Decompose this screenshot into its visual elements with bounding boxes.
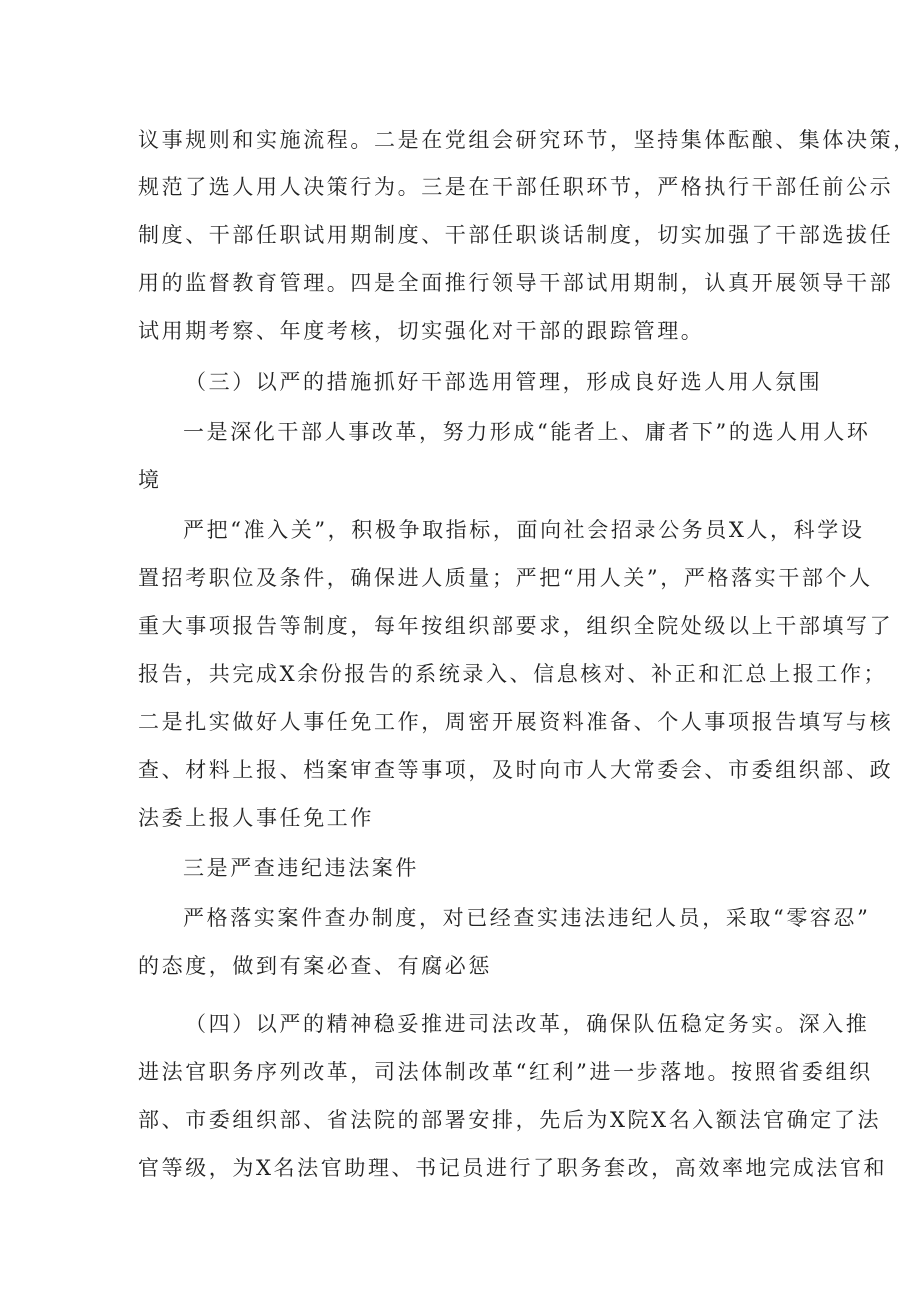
text-line: 置招考职位及条件，确保进人质量；严把“用人关”，严格落实干部个人 (138, 566, 873, 590)
text-line: 法委上报人事任免工作 (138, 806, 374, 830)
text-line: 报告，共完成X余份报告的系统录入、信息核对、补正和汇总上报工作； (138, 662, 888, 686)
text-line: 的态度，做到有案必查、有腐必惩 (138, 954, 492, 978)
subheading: 一是深化干部人事改革，努力形成“能者上、庸者下”的选人用人环 (183, 420, 871, 444)
text-line: 规范了选人用人决策行为。三是在干部任职环节，严格执行干部任前公示 (138, 175, 894, 199)
text-line: 用的监督教育管理。四是全面推行领导干部试用期制，认真开展领导干部 (138, 271, 894, 295)
section-heading: （四）以严的精神稳妥推进司法改革，确保队伍稳定务实。深入推 (185, 1012, 870, 1036)
text-line: 制度、干部任职试用期制度、干部任职谈话制度，切实加强了干部选拔任 (138, 223, 894, 247)
text-line: 二是扎实做好人事任免工作，周密开展资料准备、个人事项报告填写与核 (138, 710, 894, 734)
text-line: 部、市委组织部、省法院的部署安排，先后为X院X名入额法官确定了法 (138, 1108, 882, 1132)
text-line: 进法官职务序列改革，司法体制改革“红利”进一步落地。按照省委组织 (138, 1060, 873, 1084)
text-line: 严把“准入关”，积极争取指标，面向社会招录公务员X人，科学设 (183, 518, 865, 542)
text-line: 查、材料上报、档案审查等事项，及时向市人大常委会、市委组织部、政 (138, 758, 894, 782)
text-line: 严格落实案件查办制度，对已经查实违法违纪人员，采取“零容忍” (183, 906, 871, 930)
text-line: 试用期考察、年度考核，切实强化对干部的跟踪管理。 (138, 319, 705, 343)
text-line: 议事规则和实施流程。二是在党组会研究环节，坚持集体酝酿、集体决策， (138, 128, 917, 152)
text-line: 官等级，为X名法官助理、书记员进行了职务套改，高效率地完成法官和 (138, 1156, 888, 1180)
section-heading: （三）以严的措施抓好干部选用管理，形成良好选人用人氛围 (185, 370, 823, 394)
subheading-continuation: 境 (138, 468, 162, 492)
text-line: 重大事项报告等制度，每年按组织部要求，组织全院处级以上干部填写了 (138, 614, 894, 638)
subheading: 三是严查违纪违法案件 (183, 856, 419, 880)
